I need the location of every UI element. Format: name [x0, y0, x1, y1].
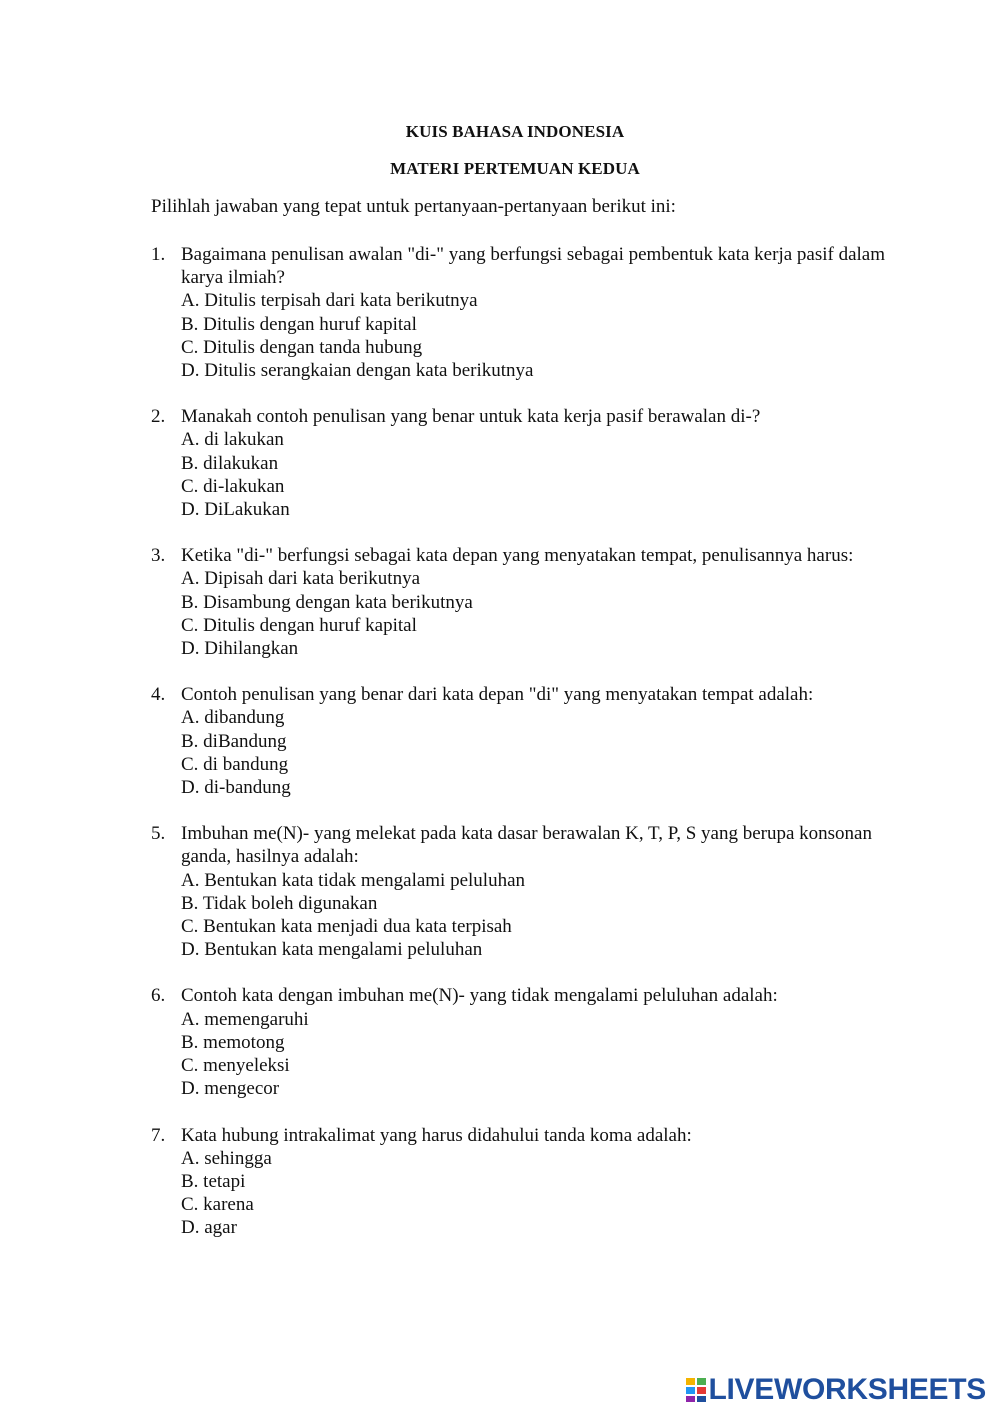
liveworksheets-logo: [685, 1374, 987, 1406]
question-number: 1.: [151, 244, 166, 265]
answer-option: B. Disambung dengan kata berikutnya: [181, 591, 473, 613]
question-item: [151, 243, 891, 382]
question-row: [151, 1124, 891, 1147]
question-row: [151, 822, 891, 868]
answer-option: A. dibandung: [181, 707, 285, 729]
question-text: Imbuhan me(N)- yang melekat pada kata dasar berawalan K, T, P, S yang berupa konsonan ganda, hasilnya adalah:: [181, 823, 872, 868]
question-text: Ketika "di-" berfungsi sebagai kata depan yang menyatakan tempat, penulisannya harus:: [181, 545, 854, 567]
answer-option: D. Bentukan kata mengalami peluluhan: [181, 939, 483, 961]
question-number: 6.: [151, 985, 166, 1007]
answer-option: C. di-lakukan: [181, 475, 285, 497]
question-item: [151, 683, 891, 799]
question-row: [151, 405, 891, 428]
answer-option: B. tetapi: [181, 1170, 246, 1192]
question-number: 4.: [151, 684, 166, 706]
question-text: Contoh kata dengan imbuhan me(N)- yang tidak mengalami peluluhan adalah:: [181, 985, 778, 1007]
answer-option: D. Dihilangkan: [181, 638, 299, 660]
answer-option: D. DiLakukan: [181, 499, 290, 521]
question-item: [151, 822, 891, 961]
question-row: [151, 243, 891, 289]
answer-option: C. di bandung: [181, 753, 289, 775]
answer-option: C. Ditulis dengan huruf kapital: [181, 614, 417, 636]
question-item: [151, 544, 891, 660]
answer-option: B. dilakukan: [181, 452, 279, 474]
question-row: [151, 683, 891, 706]
answer-option: D. mengecor: [181, 1078, 280, 1100]
question-row: [151, 544, 891, 567]
answer-option: A. sehingga: [181, 1147, 272, 1169]
answer-option: D. di-bandung: [181, 777, 291, 799]
answer-option: C. Ditulis dengan tanda hubung: [181, 336, 423, 358]
answer-option: D. Ditulis serangkaian dengan kata berikutnya: [181, 360, 534, 382]
question-text: Manakah contoh penulisan yang benar untuk kata kerja pasif berawalan di-?: [181, 406, 761, 428]
question-item: [151, 984, 891, 1100]
question-number: 2.: [151, 406, 166, 428]
question-list: [151, 243, 891, 1263]
answer-option: C. Bentukan kata menjadi dua kata terpisah: [181, 916, 512, 938]
answer-option: B. Ditulis dengan huruf kapital: [181, 313, 417, 335]
question-item: [151, 405, 891, 521]
answer-option: A. Dipisah dari kata berikutnya: [181, 568, 421, 590]
answer-option: B. Tidak boleh digunakan: [181, 892, 378, 914]
answer-option: A. di lakukan: [181, 429, 284, 451]
answer-option: B. memotong: [181, 1031, 285, 1053]
question-text: Bagaimana penulisan awalan "di-" yang berfungsi sebagai pembentuk kata kerja pasif dalam karya ilmiah?: [181, 244, 886, 289]
question-text: Kata hubung intrakalimat yang harus didahului tanda koma adalah:: [181, 1124, 692, 1146]
question-number: 3.: [151, 545, 166, 567]
answer-option: D. agar: [181, 1217, 237, 1239]
question-row: [151, 984, 891, 1007]
answer-option: A. memengaruhi: [181, 1008, 309, 1030]
question-number: 7.: [151, 1124, 166, 1146]
instruction-text: Pilihlah jawaban yang tepat untuk pertanyaan-pertanyaan berikut ini:: [151, 196, 676, 217]
liveworksheets-logo-text: LIVEWORKSHEETS: [708, 1373, 986, 1406]
answer-option: B. diBandung: [181, 730, 287, 752]
answer-option: A. Bentukan kata tidak mengalami peluluhan: [181, 869, 526, 891]
liveworksheets-logo-icon: [685, 1377, 707, 1403]
question-item: [151, 1124, 891, 1240]
answer-option: C. menyeleksi: [181, 1055, 290, 1077]
question-text: Contoh penulisan yang benar dari kata depan "di" yang menyatakan tempat adalah:: [181, 684, 814, 706]
page-subtitle: MATERI PERTEMUAN KEDUA: [390, 159, 640, 178]
answer-option: C. karena: [181, 1194, 254, 1216]
question-number: 5.: [151, 823, 166, 845]
answer-option: A. Ditulis terpisah dari kata berikutnya: [181, 290, 478, 312]
page-title: KUIS BAHASA INDONESIA: [405, 122, 625, 141]
